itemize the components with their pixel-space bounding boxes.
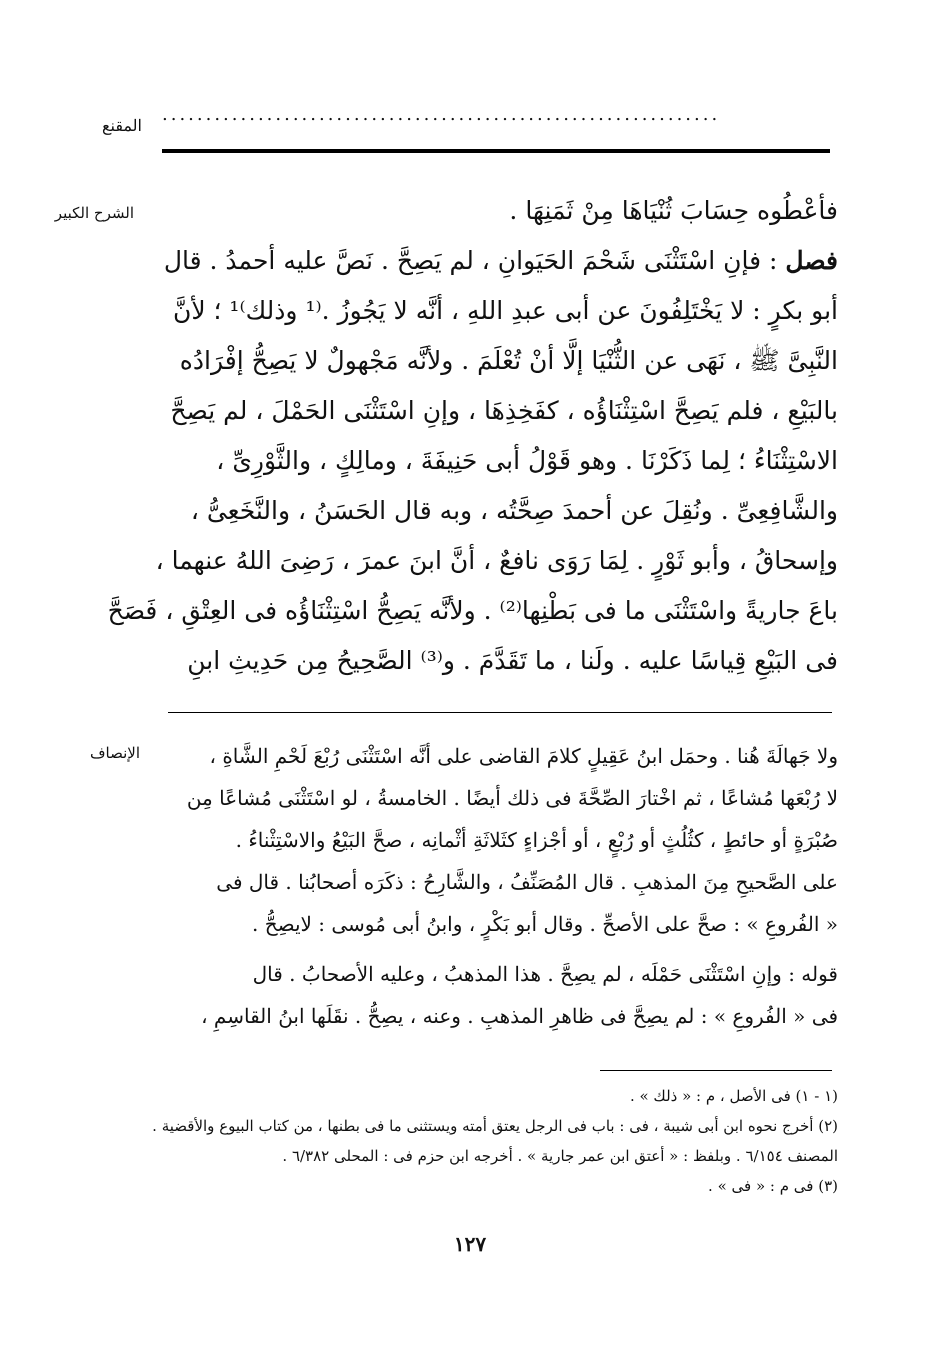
footnote-rule (600, 1070, 832, 1071)
main-line: النَّبِىَّ ﷺ ، نَهَى عن الثُّنْيَا إلَّا أنْ تُعْلَمَ . ولأنَّه مَجْهولٌ لا يَصِحُّ إفْرَادُه (179, 346, 838, 375)
main-line: والشَّافِعِىِّ . ونُقِلَ عن أحمدَ صِحَّتُه ، وبه قال الحَسَنُ ، والنَّخَعِىُّ ، (190, 496, 838, 525)
main-line: فى البَيْعِ قِياسًا عليه . ولَنا ، ما تَقَدَّمَ . و⁽³⁾ الصَّحِيحُ مِن حَدِيثِ ابنِ (187, 646, 838, 675)
insaf-line: « الفُروعِ » : صحَّ على الأصحِّ . وقال أبو بَكْرٍ ، وابنُ أبى مُوسى : لايصِحُّ . (251, 912, 838, 936)
footnote: المصنف ٦/١٥٤ . وبلفظ : « أعتق ابن عمر جارية » . أخرجه ابن حزم فى : المحلى ٦/٣٨٢ . (282, 1147, 838, 1165)
insaf-line: فى « الفُروعِ » : لم يصِحَّ فى ظاهرِ المذهبِ . وعنه ، يصِحُّ . نقَلَها ابنُ القاسِمِ ، (201, 1004, 838, 1028)
insaf-line: قوله : وإنِ اسْتَثْنَى حَمْلَه ، لم يصِحَّ . هذا المذهبُ ، وعليه الأصحابُ . قال (252, 962, 838, 986)
main-first-line: فأعْطُوه حِسَابَ ثُنْيَاهَا مِنْ ثَمَنِهَا . (509, 196, 838, 225)
insaf-line: على الصَّحيحِ مِنَ المذهبِ . قال المُصَنِّفُ ، والشَّارِحُ : ذكَرَه أصحابُنا . قال فى (216, 870, 838, 894)
header-rule (162, 149, 830, 153)
insaf-line: ولا جَهالَةَ هُنا . وحمَل ابنُ عَقِيلٍ كلامَ القاضى على أنَّه اسْتَثْنَى رُبْعَ لَحْمِ الشَّاةِ ، (209, 744, 838, 768)
insaf-line: صُبْرَةٍ أو حائطٍ ، كثُلُثٍ أو رُبْعٍ ، أو أجْزاءٍ كثَلاثَةِ أثْمانِه ، صحَّ البَيْعُ والاسْتِثْناءُ . (235, 828, 838, 852)
main-line: بالبَيْعِ ، فلم يَصِحَّ اسْتِثْنَاؤُه ، كفَخِذِهَا ، وإنِ اسْتَثْنَى الحَمْلَ ، لم يَصِحَّ (170, 396, 838, 425)
insaf-text-block (162, 735, 838, 1037)
main-line: وإسحاقُ ، وأبو ثَوْرٍ . لِمَا رَوَى نافعٌ ، أنَّ ابنَ عمرَ ، رَضِىَ اللهُ عنهما ، (155, 546, 838, 575)
main-line-text: : فإنِ اسْتَثْنَى شَحْمَ الحَيَوانِ ، لم يَصِحَّ . نَصَّ عليه أحمدُ . قال (163, 246, 778, 275)
footnote: (١ - ١) فى الأصل ، م : « ذلك » . (629, 1087, 838, 1105)
main-line (160, 236, 838, 286)
section-divider (168, 712, 832, 713)
header-book-title: المقنع (101, 116, 142, 135)
paragraph-gap (162, 945, 838, 953)
main-line: الاسْتِثْنَاءُ ؛ لِما ذَكَرْنَا . وهو قَوْلُ أبى حَنِيفَةَ ، ومالِكٍ ، والثَّوْرِىِّ ، (216, 446, 838, 475)
footnotes (152, 1081, 838, 1201)
fasl-heading: فصل (785, 246, 838, 275)
side-label-sharh: الشرح الكبير (54, 204, 134, 222)
header-dotted-leader: ................................................................ (162, 104, 721, 125)
main-text-block (107, 186, 838, 686)
page-number: ١٢٧ (453, 1232, 487, 1256)
main-line: باعَ جاريةً واسْتَثْنَى ما فى بَطْنِها⁽²⁾ . ولأنَّه يَصِحُّ اسْتِثْنَاؤُه فى العِتْقِ ، فَصَحَّ (107, 596, 838, 625)
footnote: (٣) فى م : « فى » . (708, 1177, 838, 1195)
footnote: (٢) أخرج نحوه ابن أبى شيبة ، فى : باب فى الرجل يعتق أمته ويستثنى ما فى بطنها ، من كتاب البيوع والأقضية . (152, 1117, 838, 1135)
main-line: أبو بكرٍ : لا يَخْتَلِفُونَ عن أبى عبدِ اللهِ ، أنَّه لا يَجُوزُ .⁽¹ وذلك⁾¹ ؛ لأنَّ (172, 296, 838, 325)
insaf-line: لا رُبْعَها مُشاعًا ، ثم اخْتارَ الصِّحَّةَ فى ذلك أيضًا . الخامسةُ ، لو اسْتَثْنَى مُشاعًا مِن (186, 786, 838, 810)
side-label-insaf: الإنصاف (89, 744, 140, 762)
